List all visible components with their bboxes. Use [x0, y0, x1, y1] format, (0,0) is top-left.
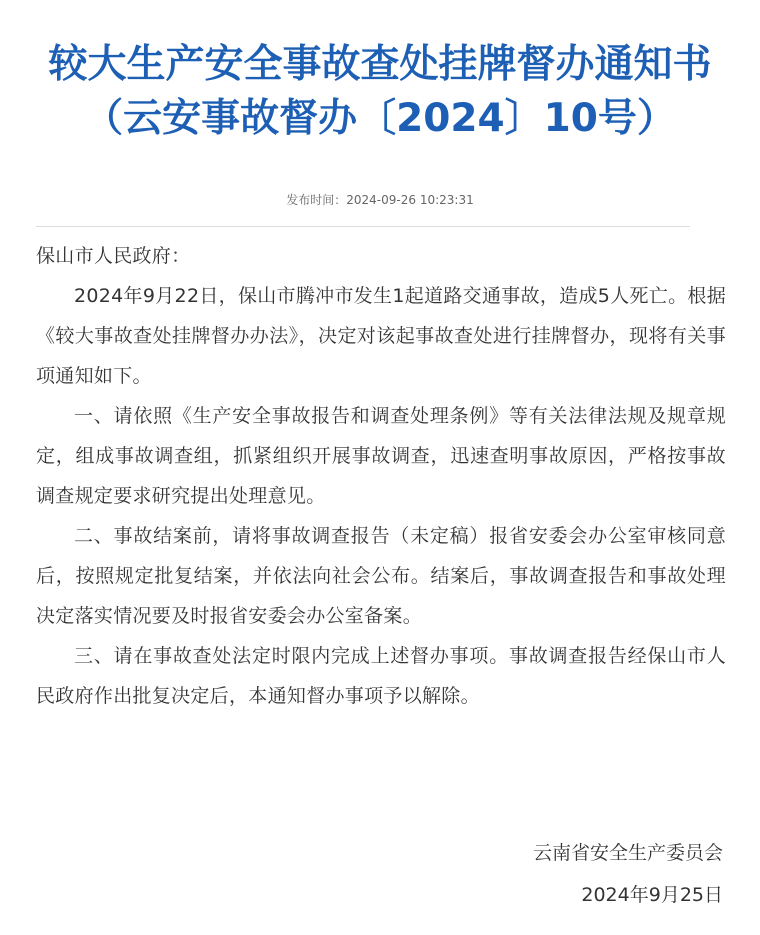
paragraph-item-2: 二、事故结案前，请将事故调查报告（未定稿）报省安委会办公室审核同意后，按照规定批复结案，并依法向社会公布。结案后，事故调查报告和事故处理决定落实情况要及时报省安委会办公室备案。: [36, 525, 726, 627]
paragraph-intro: 2024年9月22日，保山市腾冲市发生1起道路交通事故，造成5人死亡。根据《较大事故查处挂牌督办办法》，决定对该起事故查处进行挂牌督办，现将有关事项通知如下。: [36, 285, 726, 387]
article-body: [36, 236, 726, 716]
paragraph-item-3: 三、请在事故查处法定时限内完成上述督办事项。事故调查报告经保山市人民政府作出批复决定后，本通知督办事项予以解除。: [36, 645, 726, 707]
publish-time: 发布时间：2024-09-26 10:23:31: [286, 193, 474, 207]
signature-organization: 云南省安全生产委员会: [532, 842, 723, 864]
article-title-line1: 较大生产安全事故查处挂牌督办通知书: [48, 42, 712, 87]
header-divider: [36, 226, 690, 227]
salutation: 保山市人民政府：: [36, 245, 191, 267]
article-title-line2: （云安事故督办〔2024〕10号）: [84, 96, 676, 141]
paragraph-item-1: 一、请依照《生产安全事故报告和调查处理条例》等有关法律法规及规章规定，组成事故调查组，抓紧组织开展事故调查，迅速查明事故原因，严格按事故调查规定要求研究提出处理意见。: [36, 405, 726, 507]
signature-date: 2024年9月25日: [581, 884, 723, 906]
